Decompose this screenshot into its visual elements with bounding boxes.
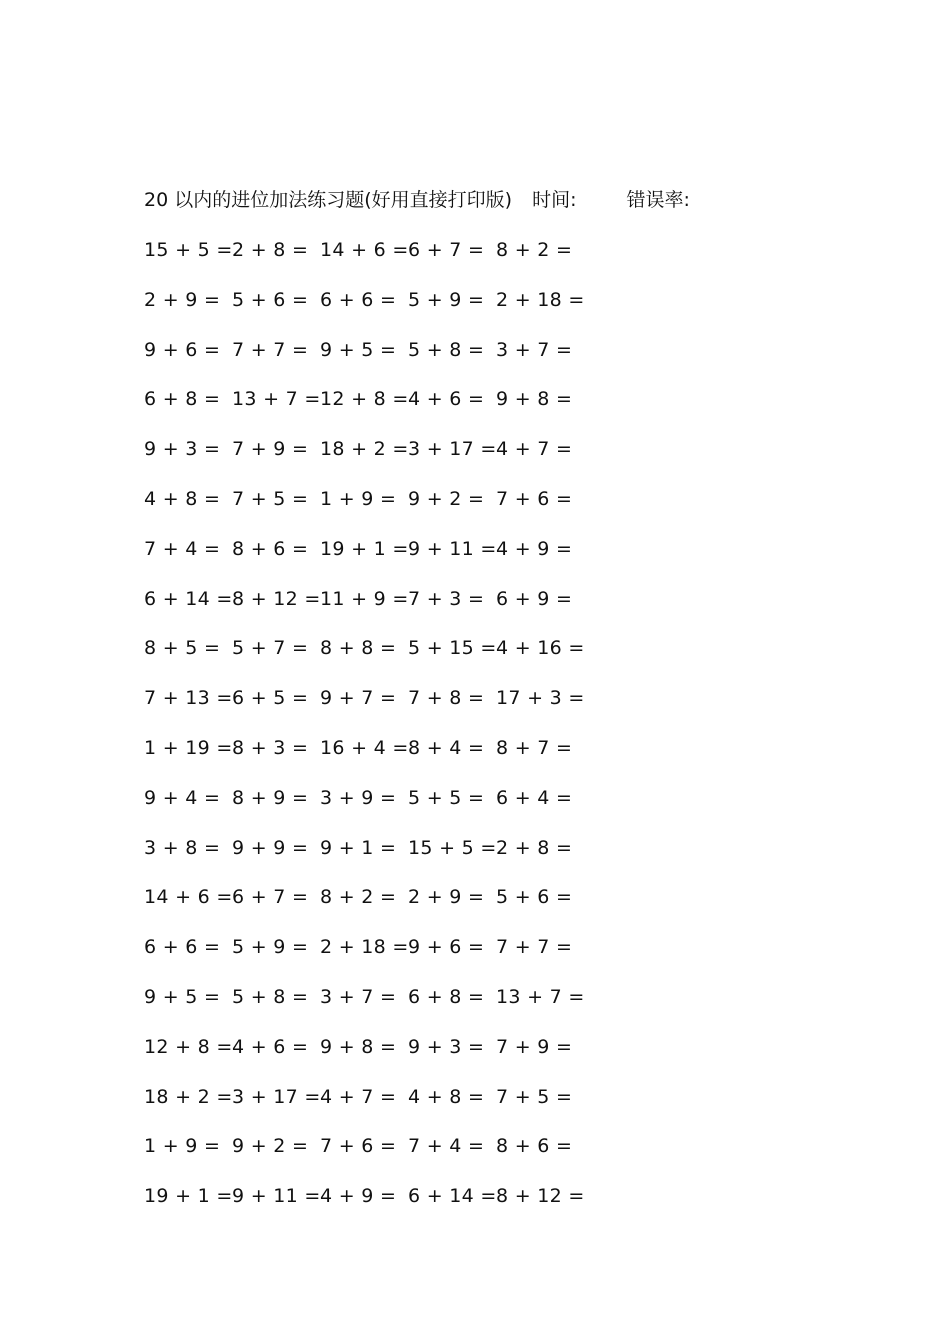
addition-problem: 8 + 2 = [320,886,397,909]
addition-problem: 9 + 5 = [144,985,221,1008]
addition-problem: 4 + 6 = [408,388,485,411]
addition-problem: 12 + 8 = [144,1035,233,1058]
addition-problem: 7 + 3 = [408,587,485,610]
addition-problem: 2 + 18 = [320,936,409,959]
addition-problem: 15 + 5 = [144,239,233,261]
addition-problem: 8 + 9 = [232,786,309,809]
addition-problem: 13 + 7 = [232,388,321,411]
worksheet-title: 20 以内的进位加法练习题(好用直接打印版) [144,189,513,211]
addition-problem: 14 + 6 = [144,886,233,909]
addition-problem: 6 + 6 = [320,288,397,311]
addition-problem: 4 + 9 = [496,537,573,560]
addition-problem: 6 + 9 = [496,587,573,610]
addition-problem: 4 + 7 = [320,1085,397,1108]
addition-problem: 7 + 5 = [232,487,309,510]
addition-problem: 4 + 8 = [408,1085,485,1108]
problem-row [0,784,950,834]
addition-problem: 8 + 12 = [496,1185,585,1208]
addition-problem: 3 + 7 = [320,985,397,1008]
problem-row [0,1033,950,1083]
addition-problem: 6 + 5 = [232,687,309,710]
addition-problem: 7 + 6 = [496,487,573,510]
problem-row [0,933,950,983]
addition-problem: 6 + 4 = [496,786,573,809]
addition-problem: 4 + 8 = [144,487,221,510]
addition-problem: 19 + 1 = [144,1185,233,1208]
addition-problem: 5 + 8 = [232,985,309,1008]
addition-problem: 17 + 3 = [496,687,585,710]
worksheet-header [144,186,690,214]
addition-problem: 5 + 9 = [408,288,485,311]
problem-row [0,684,950,734]
addition-problem: 7 + 6 = [320,1135,397,1158]
addition-problem: 5 + 7 = [232,637,309,660]
addition-problem: 7 + 13 = [144,687,233,710]
addition-problem: 6 + 7 = [408,239,485,261]
addition-problem: 11 + 9 = [320,587,409,610]
addition-problem: 18 + 2 = [144,1085,233,1108]
addition-problem: 2 + 9 = [144,288,221,311]
addition-problem: 14 + 6 = [320,239,409,261]
addition-problem: 8 + 6 = [232,537,309,560]
addition-problem: 6 + 6 = [144,936,221,959]
addition-problem: 6 + 14 = [408,1185,497,1208]
addition-problem: 9 + 3 = [144,438,221,461]
problem-row [0,236,950,286]
addition-problem: 1 + 19 = [144,736,233,759]
addition-problem: 9 + 11 = [232,1185,321,1208]
addition-problem: 9 + 5 = [320,338,397,361]
addition-problem: 9 + 2 = [408,487,485,510]
addition-problem: 6 + 14 = [144,587,233,610]
addition-problem: 9 + 7 = [320,687,397,710]
addition-problem: 9 + 3 = [408,1035,485,1058]
problem-row [0,883,950,933]
addition-problem: 7 + 7 = [232,338,309,361]
addition-problem: 12 + 8 = [320,388,409,411]
problem-grid [0,236,950,1232]
addition-problem: 2 + 8 = [232,239,309,261]
addition-problem: 2 + 8 = [496,836,573,859]
problem-row [0,435,950,485]
addition-problem: 5 + 9 = [232,936,309,959]
addition-problem: 1 + 9 = [320,487,397,510]
addition-problem: 1 + 9 = [144,1135,221,1158]
addition-problem: 9 + 6 = [408,936,485,959]
problem-row [0,634,950,684]
addition-problem: 9 + 8 = [496,388,573,411]
addition-problem: 9 + 1 = [320,836,397,859]
addition-problem: 5 + 8 = [408,338,485,361]
addition-problem: 7 + 7 = [496,936,573,959]
problem-row [0,983,950,1033]
addition-problem: 7 + 9 = [496,1035,573,1058]
addition-problem: 7 + 5 = [496,1085,573,1108]
problem-row [0,535,950,585]
addition-problem: 2 + 18 = [496,288,585,311]
addition-problem: 8 + 8 = [320,637,397,660]
addition-problem: 9 + 4 = [144,786,221,809]
addition-problem: 7 + 9 = [232,438,309,461]
problem-row [0,485,950,535]
addition-problem: 4 + 6 = [232,1035,309,1058]
addition-problem: 6 + 8 = [144,388,221,411]
addition-problem: 8 + 5 = [144,637,221,660]
addition-problem: 5 + 5 = [408,786,485,809]
addition-problem: 8 + 3 = [232,736,309,759]
addition-problem: 13 + 7 = [496,985,585,1008]
problem-row [0,734,950,784]
addition-problem: 3 + 17 = [232,1085,321,1108]
addition-problem: 4 + 9 = [320,1185,397,1208]
addition-problem: 9 + 11 = [408,537,497,560]
time-label: 时间: [532,189,577,211]
addition-problem: 8 + 4 = [408,736,485,759]
addition-problem: 7 + 4 = [408,1135,485,1158]
addition-problem: 6 + 7 = [232,886,309,909]
addition-problem: 8 + 6 = [496,1135,573,1158]
addition-problem: 4 + 7 = [496,438,573,461]
addition-problem: 5 + 15 = [408,637,497,660]
addition-problem: 15 + 5 = [408,836,497,859]
addition-problem: 3 + 17 = [408,438,497,461]
problem-row [0,585,950,635]
addition-problem: 5 + 6 = [496,886,573,909]
addition-problem: 16 + 4 = [320,736,409,759]
addition-problem: 8 + 12 = [232,587,321,610]
problem-row [0,1083,950,1133]
problem-row [0,1182,950,1232]
problem-row [0,336,950,386]
addition-problem: 7 + 8 = [408,687,485,710]
problem-row [0,286,950,336]
addition-problem: 8 + 2 = [496,239,573,261]
addition-problem: 18 + 2 = [320,438,409,461]
problem-row [0,385,950,435]
problem-row [0,1132,950,1182]
addition-problem: 6 + 8 = [408,985,485,1008]
addition-problem: 3 + 9 = [320,786,397,809]
addition-problem: 9 + 9 = [232,836,309,859]
addition-problem: 5 + 6 = [232,288,309,311]
addition-problem: 3 + 7 = [496,338,573,361]
addition-problem: 9 + 2 = [232,1135,309,1158]
addition-problem: 2 + 9 = [408,886,485,909]
error-rate-label: 错误率: [626,189,690,211]
addition-problem: 9 + 6 = [144,338,221,361]
addition-problem: 4 + 16 = [496,637,585,660]
addition-problem: 3 + 8 = [144,836,221,859]
problem-row [0,834,950,884]
addition-problem: 8 + 7 = [496,736,573,759]
addition-problem: 19 + 1 = [320,537,409,560]
addition-problem: 7 + 4 = [144,537,221,560]
addition-problem: 9 + 8 = [320,1035,397,1058]
